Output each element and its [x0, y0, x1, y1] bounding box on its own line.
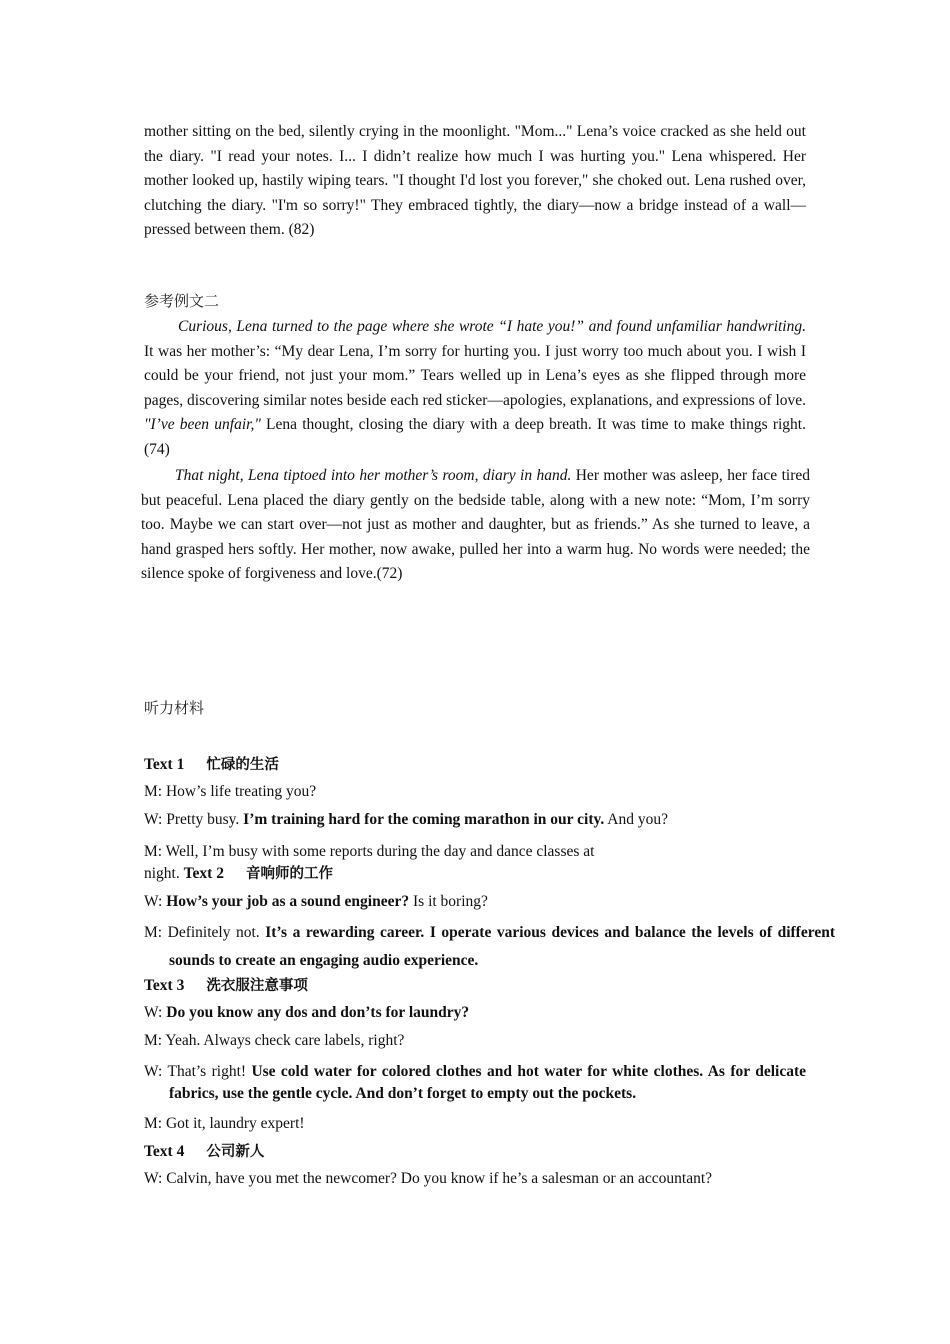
text2-line-2 — [144, 919, 835, 975]
t3-w1-key: Do you know any dos and don’ts for laundry? — [166, 1004, 470, 1021]
t2-m1-speaker: M: Definitely not. — [144, 924, 266, 941]
text1-label: Text 1 — [144, 756, 185, 773]
text1-line-2 — [144, 809, 810, 831]
text2-title: 音响师的工作 — [245, 866, 333, 882]
text1-title: 忙碌的生活 — [206, 757, 279, 773]
text3-line-4: M: Got it, laundry expert! — [144, 1115, 305, 1132]
essay2-p1-end: Lena thought, closing the diary with a deep breath. It was time to make things right.(74) — [144, 416, 806, 458]
essay2-p1-text: It was her mother’s: “My dear Lena, I’m sorry for hurting you. I just worry too much about you. I wish I could be your friend, not just your mom.” Tears welled up in Lena’s eyes as she flipped through more pages, discovering similar notes beside each red sticker—apologies, explanations, and expressions of love. — [144, 342, 807, 409]
text2-label: Text 2 — [183, 865, 224, 882]
t1-w1-end: And you? — [604, 811, 668, 828]
t2-w1-end: Is it boring? — [409, 893, 488, 910]
text1-line-3: M: Well, I’m busy with some reports during the day and dance classes at — [144, 843, 595, 860]
text1-line-4-text2-heading — [144, 863, 810, 885]
essay1-paragraph: mother sitting on the bed, silently crying in the moonlight. "Mom..." Lena’s voice cracked as she held out the diary. "I read your notes. I... I didn’t realize how much I was hurting you." Lena whispered. Her mother looked up, hastily wiping tears. "I thought I'd lost you forever," she choked out. Lena rushed over, clutching the diary. "I'm so sorry!" They embraced tightly, the diary—now a bridge instead of a wall—pressed between them. (82) — [144, 123, 806, 238]
t3-w1-speaker: W: — [144, 1004, 167, 1021]
t2-w1-key: How’s your job as a sound engineer? — [166, 893, 410, 910]
text4-line-1: W: Calvin, have you met the newcomer? Do you know if he’s a salesman or an accountant? — [144, 1170, 713, 1187]
text3-line-3 — [144, 1061, 806, 1105]
t1-w1-speaker: W: Pretty busy. — [144, 811, 244, 828]
text3-line-1 — [144, 1002, 810, 1024]
essay2-heading: 参考例文二 — [144, 292, 220, 310]
text4-label: Text 4 — [144, 1143, 185, 1160]
listening-heading: 听力材料 — [144, 699, 205, 717]
text4-title: 公司新人 — [206, 1144, 265, 1160]
text3-title: 洗衣服注意事项 — [206, 978, 308, 994]
text2-line-1 — [144, 891, 810, 913]
essay2-paragraph-2 — [141, 464, 810, 587]
t1-w1-key: I’m training hard for the coming marathon in our city. — [243, 811, 605, 828]
text1-heading — [144, 754, 810, 776]
text3-line-2: M: Yeah. Always check care labels, right? — [144, 1032, 405, 1049]
essay2-p2-text: Her mother was asleep, her face tired but peaceful. Lena placed the diary gently on the bedside table, along with a new note: “Mom, I’m sorry too. Maybe we can start over—not just as mother and daughter, but as friends.” As she turned to leave, a hand grasped hers softly. Her mother, now awake, pulled her into a warm hug. No words were needed; the silence spoke of forgiveness and love.(72) — [141, 467, 810, 582]
t3-w2-speaker: W: That’s right! — [144, 1063, 252, 1080]
t1-m2-end: night. — [144, 865, 184, 882]
essay2-p1-italic: Curious, Lena turned to the page where she wrote “I hate you!” and found unfamiliar handwriting. — [178, 318, 806, 335]
text4-heading — [144, 1141, 810, 1163]
essay2-p1-italic-quote: "I’ve been unfair," — [144, 416, 261, 433]
text1-line-1: M: How’s life treating you? — [144, 783, 317, 800]
essay2-p2-italic: That night, Lena tiptoed into her mother’s room, diary in hand. — [175, 467, 572, 484]
t2-m1-key: It’s a rewarding career. I operate various devices and balance the levels of different sounds to create an engaging audio experience. — [169, 924, 835, 969]
essay2-paragraph-1 — [144, 315, 806, 462]
t2-w1-speaker: W: — [144, 893, 167, 910]
text3-label: Text 3 — [144, 977, 185, 994]
text3-heading — [144, 975, 810, 997]
t3-w2-key: Use cold water for colored clothes and hot water for white clothes. As for delicate fabrics, use the gentle cycle. And don’t forget to empty out the pockets. — [169, 1063, 807, 1102]
